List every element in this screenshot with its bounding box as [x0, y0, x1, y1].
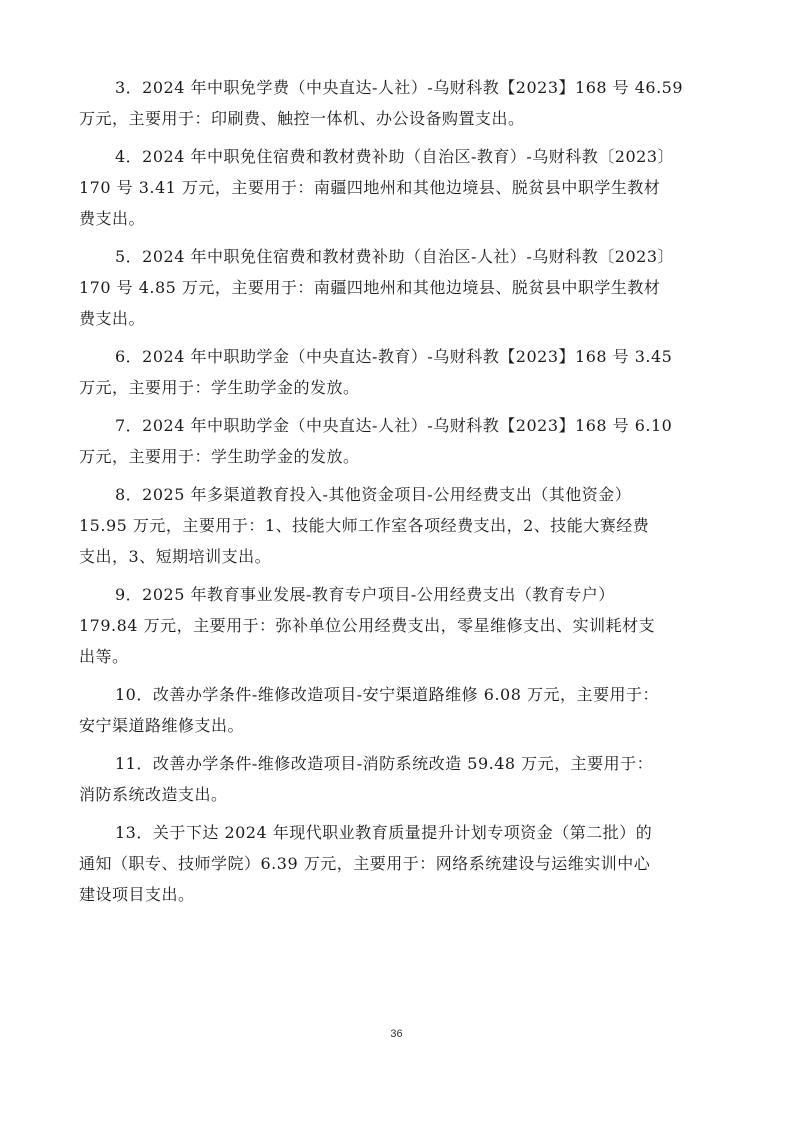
paragraph-line: 消防系统改造支出。 [79, 785, 228, 804]
paragraph-line: 费支出。 [79, 309, 146, 328]
paragraph [79, 817, 715, 910]
paragraph [79, 679, 715, 741]
paragraph [79, 479, 715, 572]
paragraph-line: 支出，3、短期培训支出。 [79, 547, 272, 566]
paragraph-line: 170 号 3.41 万元，主要用于：南疆四地州和其他边境县、脱贫县中职学生教材 [79, 178, 661, 197]
paragraph [79, 579, 715, 672]
paragraph-line: 费支出。 [79, 209, 146, 228]
page-number: 36 [390, 1028, 403, 1040]
paragraph-line: 通知（职专、技师学院）6.39 万元，主要用于：网络系统建设与运维实训中心 [79, 854, 651, 873]
paragraph-line: 11．改善办学条件-维修改造项目-消防系统改造 59.48 万元，主要用于： [115, 754, 654, 773]
paragraph-line: 9．2025 年教育事业发展-教育专户项目-公用经费支出（教育专户） [115, 585, 615, 604]
paragraph-line: 万元，主要用于：学生助学金的发放。 [79, 447, 360, 466]
paragraph-line: 7．2024 年中职助学金（中央直达-人社）-乌财科教【2023】168 号 6.10 [115, 416, 673, 435]
paragraph [79, 748, 715, 810]
paragraph-line: 3．2024 年中职免学费（中央直达-人社）-乌财科教【2023】168 号 46.59 [115, 78, 684, 97]
paragraph [79, 241, 715, 334]
paragraph-line: 万元，主要用于：学生助学金的发放。 [79, 378, 360, 397]
paragraph-line: 5．2024 年中职免住宿费和教材费补助（自治区-人社）-乌财科教〔2023〕 [115, 247, 675, 266]
paragraph-line: 13．关于下达 2024 年现代职业教育质量提升计划专项资金（第二批）的 [115, 823, 653, 842]
paragraph-line: 万元，主要用于：印刷费、触控一体机、办公设备购置支出。 [79, 109, 525, 128]
paragraph-line: 4．2024 年中职免住宿费和教材费补助（自治区-教育）-乌财科教〔2023〕 [115, 147, 675, 166]
paragraph-line: 179.84 万元，主要用于：弥补单位公用经费支出，零星维修支出、实训耗材支 [79, 616, 656, 635]
paragraph-line: 6．2024 年中职助学金（中央直达-教育）-乌财科教【2023】168 号 3.45 [115, 347, 673, 366]
paragraph [79, 410, 715, 472]
paragraph-line: 15.95 万元，主要用于：1、技能大师工作室各项经费支出，2、技能大赛经费 [79, 516, 650, 535]
paragraph [79, 72, 715, 134]
paragraph-line: 8．2025 年多渠道教育投入-其他资金项目-公用经费支出（其他资金） [115, 485, 632, 504]
document-body [79, 72, 715, 917]
paragraph [79, 141, 715, 234]
paragraph-line: 出等。 [79, 647, 129, 666]
paragraph-line: 安宁渠道路维修支出。 [79, 716, 245, 735]
paragraph [79, 341, 715, 403]
paragraph-line: 建设项目支出。 [79, 885, 195, 904]
paragraph-line: 170 号 4.85 万元，主要用于：南疆四地州和其他边境县、脱贫县中职学生教材 [79, 278, 661, 297]
paragraph-line: 10．改善办学条件-维修改造项目-安宁渠道路维修 6.08 万元，主要用于： [115, 685, 659, 704]
